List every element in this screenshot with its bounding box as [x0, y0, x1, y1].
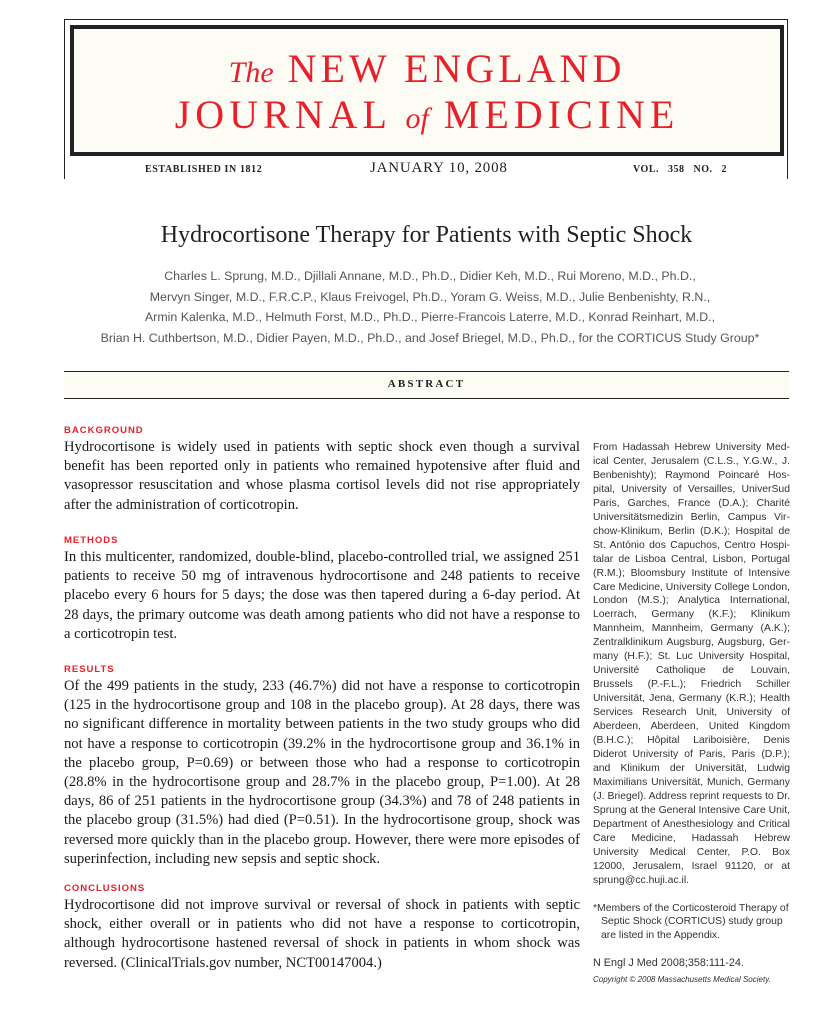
- abstract-label: ABSTRACT: [387, 378, 466, 390]
- established-label: ESTABLISHED IN 1812: [145, 164, 263, 175]
- sidebar: [593, 441, 790, 987]
- dateline: [130, 160, 730, 180]
- section-text: In this multicenter, randomized, double-blind, placebo-controlled trial, we assigned 251 patients to receive 50 mg of intravenous hydrocortisone and 248 patients to receive placebo every 6 hours for 5 days; the dose was then tapered during a 6-day period. At 28 days, the primary outcome was death among patients who did not have a response to a corticotropin test.: [64, 549, 580, 642]
- section-background: [64, 425, 580, 515]
- section-heading: METHODS: [64, 535, 119, 546]
- masthead: [70, 25, 784, 156]
- masthead-line-1: [74, 45, 780, 92]
- section-conclusions: [64, 883, 580, 973]
- masthead-new-england: NEW ENGLAND: [287, 46, 626, 91]
- masthead-the: The: [228, 56, 274, 89]
- citation: N Engl J Med 2008;358:111-24.: [593, 957, 744, 970]
- author-line: Charles L. Sprung, M.D., Djillali Annane, M.D., Ph.D., Didier Keh, M.D., Rui Moreno, M.D., Ph.D.,: [164, 269, 696, 283]
- volume-number: VOL. 358 NO. 2: [633, 164, 727, 175]
- abstract-header: [64, 371, 789, 399]
- section-text: Hydrocortisone did not improve survival or reversal of shock in patients with septic shock, either overall or in patients who did not have a response to corticotropin, although hydrocortisone hastened reversal of shock in patients in whom shock was reversed. (ClinicalTrials.gov number, NCT00147004.): [64, 897, 580, 971]
- author-list: [60, 266, 800, 348]
- author-affiliations: From Hadassah Hebrew University Medical Center, Jerusalem (C.L.S., Y.G.W., J. Benbenishty); Raymond Poincaré Hospital, University of Versailles, UniverSud Paris, Garches, France (D.A.); Charité Universitätsmedizin Berlin, Campus Virchow-Klinikum, Berlin (D.K.); Hospital de St. António dos Capuchos, Centro Hospitalar de Lisboa Central, Lisbon, Portugal (R.M.); Bloomsbury Institute of Intensive Care Medicine, University College London, London (M.S.); Analytica International, Loerrach, Germany (K.F.); Klinikum Mannheim, Mannheim, Germany (A.K.); Zentralklinikum Augsburg, Augsburg, Germany (H.F.); St. Luc University Hospital, Université Catholique de Louvain, Brussels (P.-F.L.); Friedrich Schiller Universität, Jena, Germany (K.R.); Health Services Research Unit, University of Aberdeen, Aberdeen, United Kingdom (B.H.C.); Hôpital Lariboisière, Denis Diderot University of Paris, Paris (D.P.); and Klinikum der Universität, Ludwig Maximilians Universität, Munich, Germany (J. Briegel). Address reprint requests to Dr. Sprung at the General Intensive Care Unit, Department of Anesthesiology and Critical Care Medicine, Hadassah Hebrew University Medical Center, P.O. Box 12000, Jerusalem, Israel 91120, or at sprung@cc.huji.ac.il.: [593, 442, 790, 886]
- author-line: Armin Kalenka, M.D., Helmuth Forst, M.D., Ph.D., Pierre-Francois Laterre, M.D., Konrad Reinhart, M.D.,: [144, 310, 716, 324]
- section-methods: [64, 535, 580, 644]
- masthead-of: of: [405, 102, 429, 135]
- author-line: Brian H. Cuthbertson, M.D., Didier Payen, M.D., Ph.D., and Josef Briegel, M.D., Ph.D., for the CORTICUS Study Group*: [100, 330, 760, 345]
- section-heading: RESULTS: [64, 664, 115, 675]
- section-results: [64, 664, 580, 869]
- copyright: Copyright © 2008 Massachusetts Medical Society.: [593, 975, 771, 985]
- masthead-medicine: MEDICINE: [443, 92, 680, 137]
- section-text: Hydrocortisone is widely used in patients with septic shock even though a survival benefit has been reported only in patients who remained hypotensive after fluid and vasopressor resuscitation and whose plasma cortisol levels did not rise appropriately after the administration of corticotropin.: [64, 439, 580, 513]
- author-line: Mervyn Singer, M.D., F.R.C.P., Klaus Freivogel, Ph.D., Yoram G. Weiss, M.D., Julie Benbenishty, R.N.,: [149, 289, 711, 304]
- study-group-footnote: *Members of the Corticosteroid Therapy of Septic Shock (CORTICUS) study group are listed in the Appendix.: [593, 902, 789, 942]
- masthead-line-2: [74, 91, 780, 138]
- section-heading: CONCLUSIONS: [64, 883, 146, 894]
- article-title: Hydrocortisone Therapy for Patients with Septic Shock: [160, 222, 693, 248]
- section-text: Of the 499 patients in the study, 233 (46.7%) did not have a response to corticotropin (125 in the hydrocortisone group and 108 in the placebo group). At 28 days, there was no significant difference in mortality between patients in the two study groups who did not have a response to corticotropin (39.2% in the hydrocortisone group and 36.1% in the placebo group, P=0.69) or between those who had a response to corticotropin (28.8% in the hydrocortisone group and 28.7% in the placebo group, P=1.00). At 28 days, 86 of 251 patients in the hydrocortisone group (34.3%) and 78 of 248 patients in the placebo group (31.5%) had died (P=0.51). In the hydrocortisone group, shock was reversed more quickly than in the placebo group. However, there were more episodes of superinfection, including new sepsis and septic shock.: [64, 678, 580, 867]
- masthead-journal: JOURNAL: [174, 92, 391, 137]
- issue-date: JANUARY 10, 2008: [370, 160, 508, 176]
- section-heading: BACKGROUND: [64, 425, 144, 436]
